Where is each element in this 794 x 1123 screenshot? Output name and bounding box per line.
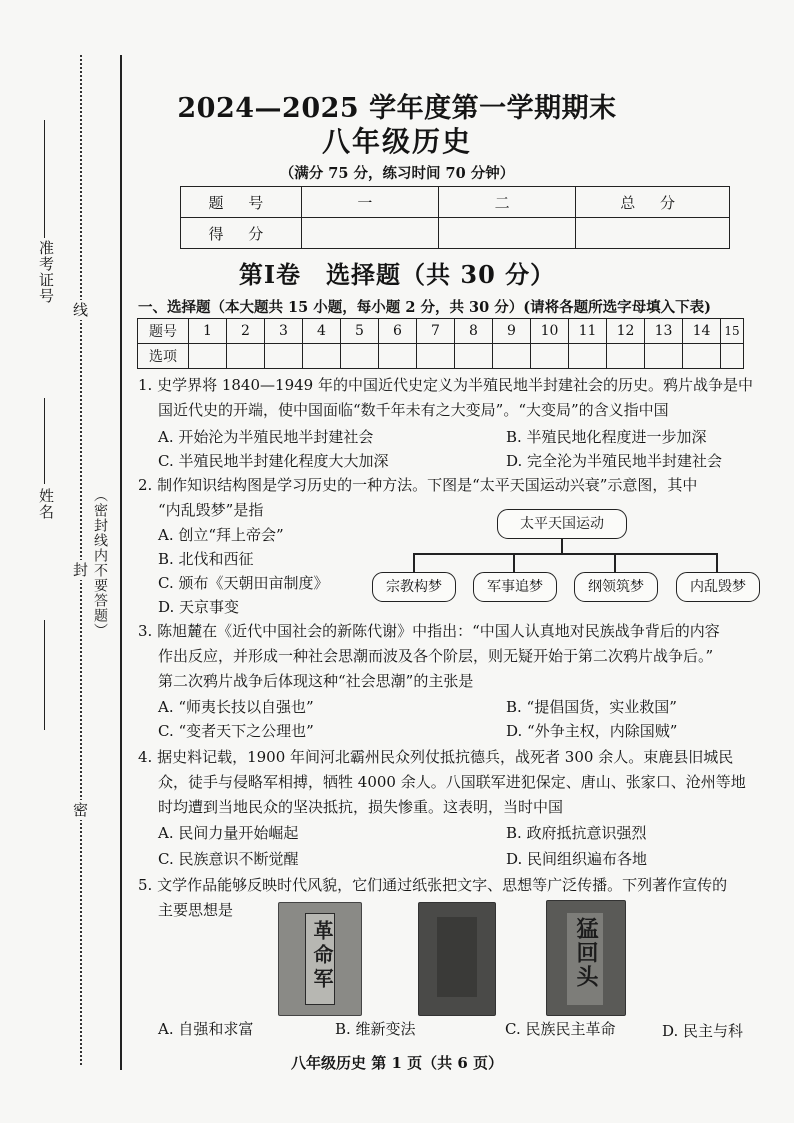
q3-option-d: D. “外争主权，内除国贼” xyxy=(506,722,678,740)
q5-option-c: C. 民族民主革命 xyxy=(505,1020,616,1038)
score-header-cell: 一 xyxy=(301,187,438,218)
q4-option-c: C. 民族意识不断觉醒 xyxy=(158,850,299,868)
diagram-connector xyxy=(513,553,515,572)
question-number: 8 xyxy=(455,319,493,344)
q2-stem-line: “内乱毁梦”是指 xyxy=(158,501,264,519)
question-number: 3 xyxy=(265,319,303,344)
page-footer: 八年级历史 第 1 页（共 6 页） xyxy=(291,1054,503,1072)
answer-cell[interactable] xyxy=(227,344,265,369)
seal-char-mi: 密 xyxy=(71,802,89,818)
answer-table xyxy=(137,318,744,369)
q2-option-c: C. 颁布《天朝田亩制度》 xyxy=(158,574,329,592)
diagram-connector xyxy=(561,538,563,554)
q4-option-b: B. 政府抵抗意识强烈 xyxy=(506,824,647,842)
seal-note: （密封线内不要答题） xyxy=(92,488,108,638)
q4-stem-line: 众，徒手与侵略军相搏，牺牲 4000 余人。八国联军进犯保定、唐山、张家口、沧州等地 xyxy=(158,773,746,791)
margin-rule xyxy=(120,55,122,1070)
score-row-label: 得 分 xyxy=(181,218,302,249)
exam-title: 2024—2025 学年度第一学期期末 xyxy=(177,93,617,124)
answer-cell[interactable] xyxy=(265,344,303,369)
answer-cell[interactable] xyxy=(607,344,645,369)
q1-stem-line: 1. 史学界将 1840—1949 年的中国近代史定义为半殖民地半封建社会的历史。鸦片战争是中 xyxy=(138,376,753,394)
answer-cell[interactable] xyxy=(569,344,607,369)
q1-option-d: D. 完全沦为半殖民地半封建社会 xyxy=(506,452,723,470)
question-number: 5 xyxy=(341,319,379,344)
diagram-node: 宗教构梦 xyxy=(372,572,456,602)
q3-option-b: B. “提倡国货，实业救国” xyxy=(506,698,677,716)
answer-cell[interactable] xyxy=(341,344,379,369)
book-title-geming-jun: 革命军 xyxy=(310,920,334,992)
book-cover-dark xyxy=(418,902,496,1016)
diagram-connector xyxy=(413,553,415,572)
book-cover-menghuitou xyxy=(546,900,626,1016)
q4-option-d: D. 民间组织遍布各地 xyxy=(506,850,648,868)
exam-id-label: 准考证号 xyxy=(37,240,55,304)
diagram-connector xyxy=(614,553,616,572)
seal-char-feng: 封 xyxy=(71,562,89,578)
answer-cell[interactable] xyxy=(721,344,744,369)
q2-option-b: B. 北伐和西征 xyxy=(158,550,254,568)
q3-stem-line: 3. 陈旭麓在《近代中国社会的新陈代谢》中指出：“中国人认真地对民族战争背后的内容 xyxy=(138,622,720,640)
book-cover-geming-jun xyxy=(278,902,362,1016)
answer-cell[interactable] xyxy=(189,344,227,369)
q1-option-b: B. 半殖民地化程度进一步加深 xyxy=(506,428,707,446)
q1-option-c: C. 半殖民地半封建化程度大大加深 xyxy=(158,452,389,470)
q4-option-a: A. 民间力量开始崛起 xyxy=(158,824,299,842)
q1-option-a: A. 开始沦为半殖民地半封建社会 xyxy=(158,428,374,446)
score-cell[interactable] xyxy=(301,218,438,249)
question-number: 14 xyxy=(683,319,721,344)
score-cell[interactable] xyxy=(439,218,576,249)
question-number: 15 xyxy=(721,319,744,344)
score-header-cell: 题 号 xyxy=(181,187,302,218)
score-table xyxy=(180,186,730,249)
q4-stem-line: 4. 据史料记载，1900 年间河北霸州民众列仗抵抗德兵，战死者 300 余人。束鹿县旧城民 xyxy=(138,748,734,766)
question-number: 9 xyxy=(493,319,531,344)
q3-stem-line: 作出反应，并形成一种社会思潮而波及各个阶层，则无疑开始于第二次鸦片战争后。” xyxy=(158,647,714,665)
q2-option-a: A. 创立“拜上帝会” xyxy=(158,526,284,544)
diagram-connector xyxy=(413,553,717,555)
section-heading: 第Ⅰ卷 选择题（共 30 分） xyxy=(238,260,556,289)
answer-row-label: 选项 xyxy=(138,344,189,369)
diagram-connector xyxy=(716,553,718,572)
question-number: 6 xyxy=(379,319,417,344)
q4-stem-line: 时均遭到当地民众的坚决抵抗，损失惨重。这表明，当时中国 xyxy=(158,798,564,816)
subject-title: 八年级历史 xyxy=(321,125,472,158)
diagram-root-node: 太平天国运动 xyxy=(497,509,627,539)
score-header-cell: 总 分 xyxy=(576,187,730,218)
question-number: 1 xyxy=(189,319,227,344)
question-number: 2 xyxy=(227,319,265,344)
name-label: 姓名 xyxy=(37,488,55,520)
class-underline xyxy=(44,620,45,730)
q5-stem-line: 主要思想是 xyxy=(158,901,234,919)
diagram-node: 纲领筑梦 xyxy=(574,572,658,602)
section-instruction: 一、选择题（本大题共 15 小题，每小题 2 分，共 30 分）(请将各题所选字母填入下表) xyxy=(138,299,711,316)
question-number: 7 xyxy=(417,319,455,344)
answer-cell[interactable] xyxy=(683,344,721,369)
answer-cell[interactable] xyxy=(303,344,341,369)
answer-cell[interactable] xyxy=(379,344,417,369)
exam-subtitle: （满分 75 分，练习时间 70 分钟） xyxy=(279,165,515,182)
q3-option-c: C. “变者天下之公理也” xyxy=(158,722,314,740)
score-header-cell: 二 xyxy=(439,187,576,218)
diagram-node: 军事追梦 xyxy=(473,572,557,602)
q5-stem-line: 5. 文学作品能够反映时代风貌，它们通过纸张把文字、思想等广泛传播。下列著作宣传的 xyxy=(138,876,728,894)
answer-cell[interactable] xyxy=(455,344,493,369)
q2-option-d: D. 天京事变 xyxy=(158,598,240,616)
q1-stem-line: 国近代史的开端，使中国面临“数千年未有之大变局”。“大变局”的含义指中国 xyxy=(158,401,669,419)
name-underline xyxy=(44,398,45,484)
answer-cell[interactable] xyxy=(493,344,531,369)
answer-cell[interactable] xyxy=(417,344,455,369)
q5-option-d: D. 民主与科 xyxy=(662,1022,744,1040)
q5-option-b: B. 维新变法 xyxy=(335,1020,416,1038)
q2-stem-line: 2. 制作知识结构图是学习历史的一种方法。下图是“太平天国运动兴衰”示意图，其中 xyxy=(138,476,698,494)
question-number: 10 xyxy=(531,319,569,344)
q3-option-a: A. “师夷长技以自强也” xyxy=(158,698,314,716)
question-number: 12 xyxy=(607,319,645,344)
score-cell[interactable] xyxy=(576,218,730,249)
answer-row-label: 题号 xyxy=(138,319,189,344)
q3-stem-line: 第二次鸦片战争后体现这种“社会思潮”的主张是 xyxy=(158,672,474,690)
diagram-node: 内乱毁梦 xyxy=(676,572,760,602)
question-number: 13 xyxy=(645,319,683,344)
book-title-menghuitou: 猛回头 xyxy=(573,917,599,989)
question-number: 11 xyxy=(569,319,607,344)
question-number: 4 xyxy=(303,319,341,344)
answer-cell[interactable] xyxy=(531,344,569,369)
q5-option-a: A. 自强和求富 xyxy=(158,1020,254,1038)
answer-cell[interactable] xyxy=(645,344,683,369)
seal-char-line: 线 xyxy=(71,302,89,318)
